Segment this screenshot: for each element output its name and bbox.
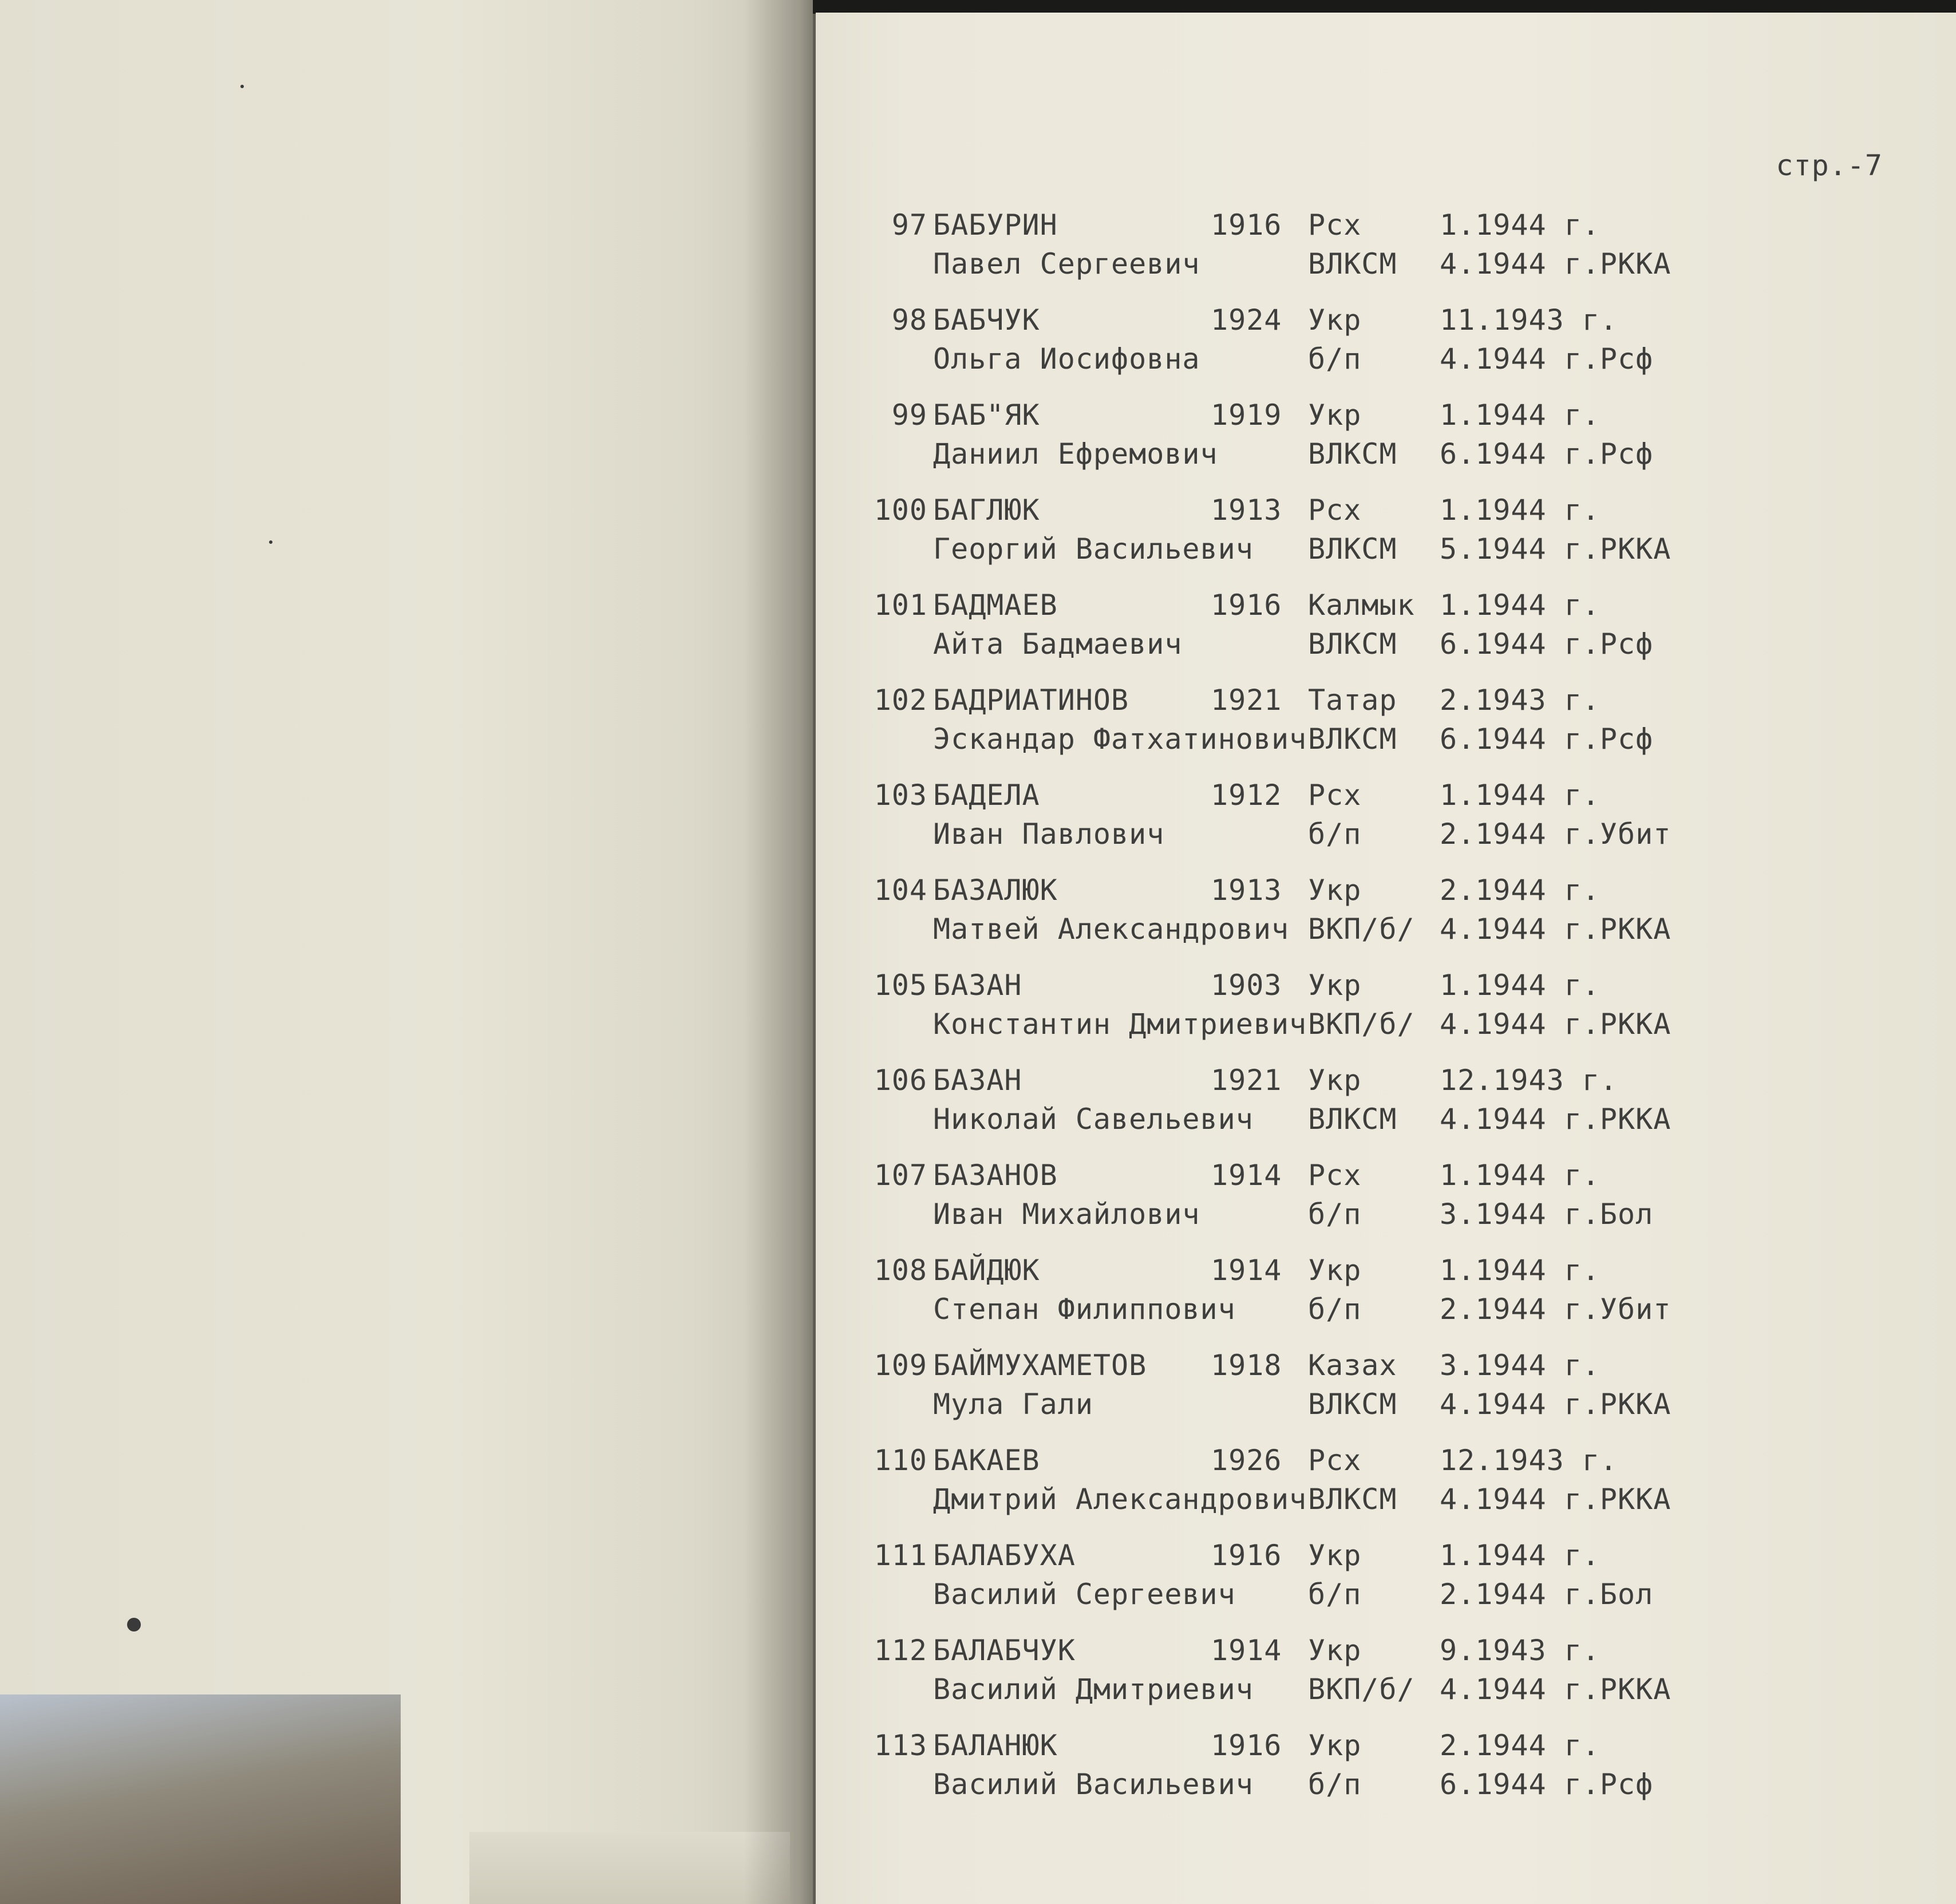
entry-surname: БАЛАНЮК	[933, 1729, 1058, 1762]
entry-given-names: Георгий Васильевич	[933, 532, 1254, 566]
entry-birth-year: 1919	[1211, 398, 1282, 432]
entry-birth-year: 1918	[1211, 1349, 1282, 1382]
entry-surname: БАЙДЮК	[933, 1254, 1040, 1287]
entry-nationality: Калмык	[1308, 588, 1415, 622]
entry-number: 106	[874, 1064, 927, 1097]
entry-number: 110	[874, 1444, 927, 1477]
entry-party: ВЛКСМ	[1308, 437, 1397, 471]
register-entry	[816, 1729, 1956, 1820]
entry-birth-year: 1921	[1211, 1064, 1282, 1097]
entry-party: ВЛКСМ	[1308, 1388, 1397, 1421]
register-entry	[816, 1539, 1956, 1630]
entry-number: 105	[874, 969, 927, 1002]
entry-nationality: Казах	[1308, 1349, 1397, 1382]
entry-surname: БАЗАНОВ	[933, 1159, 1058, 1192]
entry-surname: БАДЕЛА	[933, 779, 1040, 812]
entry-surname: БАГЛЮК	[933, 493, 1040, 527]
register-entry	[816, 208, 1956, 300]
entry-party: б/п	[1308, 1293, 1362, 1326]
register-entry	[816, 1064, 1956, 1155]
entry-birth-year: 1916	[1211, 1539, 1282, 1572]
entry-number: 98	[891, 303, 927, 337]
entry-party: б/п	[1308, 1768, 1362, 1801]
entry-number: 113	[874, 1729, 927, 1762]
entry-nationality: Укр	[1308, 874, 1362, 907]
entry-given-names: Матвей Александрович	[933, 913, 1290, 946]
entry-given-names: Василий Васильевич	[933, 1768, 1254, 1801]
entry-party: ВЛКСМ	[1308, 627, 1397, 661]
entry-date-to: 4.1944 г.РККА	[1440, 1008, 1672, 1041]
typed-register-page	[816, 13, 1956, 1904]
entry-given-names: Мула Гали	[933, 1388, 1093, 1421]
entry-date-from: 1.1944 г.	[1440, 1254, 1600, 1287]
entry-birth-year: 1924	[1211, 303, 1282, 337]
entry-party: б/п	[1308, 342, 1362, 376]
entry-given-names: Иван Михайлович	[933, 1198, 1200, 1231]
entry-nationality: Укр	[1308, 1729, 1362, 1762]
entry-party: б/п	[1308, 1578, 1362, 1611]
register-entry	[816, 1349, 1956, 1440]
register-entry	[816, 969, 1956, 1060]
entry-date-from: 9.1943 г.	[1440, 1634, 1600, 1667]
entry-surname: БАДМАЕВ	[933, 588, 1058, 622]
entry-number: 101	[874, 588, 927, 622]
entry-nationality: Рсх	[1308, 779, 1362, 812]
entry-given-names: Павел Сергеевич	[933, 247, 1200, 281]
entry-surname: БАЙМУХАМЕТОВ	[933, 1349, 1147, 1382]
entry-date-to: 6.1944 г.Рсф	[1440, 627, 1654, 661]
entry-surname: БАКАЕВ	[933, 1444, 1040, 1477]
book-edge-shadow	[0, 1694, 401, 1904]
entry-nationality: Рсх	[1308, 208, 1362, 242]
entry-number: 112	[874, 1634, 927, 1667]
ink-speck	[240, 85, 244, 88]
entry-birth-year: 1914	[1211, 1634, 1282, 1667]
entry-nationality: Татар	[1308, 684, 1397, 717]
entry-given-names: Эскандар Фатхатинович	[933, 722, 1307, 756]
entry-surname: БАЗАН	[933, 1064, 1022, 1097]
entry-number: 102	[874, 684, 927, 717]
entry-nationality: Укр	[1308, 1064, 1362, 1097]
entry-party: б/п	[1308, 817, 1362, 851]
entry-birth-year: 1913	[1211, 493, 1282, 527]
entry-date-to: 6.1944 г.Рсф	[1440, 437, 1654, 471]
entry-number: 103	[874, 779, 927, 812]
background-strip	[813, 0, 1956, 14]
entry-nationality: Укр	[1308, 1254, 1362, 1287]
entry-date-from: 2.1944 г.	[1440, 874, 1600, 907]
book-spine-gutter	[744, 0, 824, 1904]
entry-date-from: 1.1944 г.	[1440, 588, 1600, 622]
entry-given-names: Даниил Ефремович	[933, 437, 1218, 471]
entry-number: 109	[874, 1349, 927, 1382]
ink-speck	[269, 540, 272, 544]
entry-given-names: Айта Бадмаевич	[933, 627, 1183, 661]
ink-speck	[127, 1618, 141, 1632]
entry-date-to: 4.1944 г.РККА	[1440, 1483, 1672, 1516]
entry-date-to: 4.1944 г.РККА	[1440, 247, 1672, 281]
page-stack-edge	[469, 1832, 790, 1904]
entry-birth-year: 1926	[1211, 1444, 1282, 1477]
entry-party: ВЛКСМ	[1308, 1103, 1397, 1136]
entry-number: 107	[874, 1159, 927, 1192]
entry-date-to: 2.1944 г.Убит	[1440, 1293, 1672, 1326]
entry-birth-year: 1916	[1211, 208, 1282, 242]
entry-date-from: 1.1944 г.	[1440, 969, 1600, 1002]
entry-date-to: 4.1944 г.РККА	[1440, 1388, 1672, 1421]
entry-date-to: 2.1944 г.Убит	[1440, 817, 1672, 851]
register-entry	[816, 779, 1956, 870]
entry-date-from: 12.1943 г.	[1440, 1444, 1618, 1477]
entry-surname: БАЗАН	[933, 969, 1022, 1002]
entry-number: 104	[874, 874, 927, 907]
entry-birth-year: 1921	[1211, 684, 1282, 717]
entry-nationality: Укр	[1308, 1539, 1362, 1572]
register-entry	[816, 303, 1956, 395]
register-entry	[816, 1444, 1956, 1535]
entry-given-names: Василий Сергеевич	[933, 1578, 1236, 1611]
entry-nationality: Укр	[1308, 1634, 1362, 1667]
entry-party: ВКП/б/	[1308, 1008, 1415, 1041]
entry-date-from: 11.1943 г.	[1440, 303, 1618, 337]
entry-date-from: 3.1944 г.	[1440, 1349, 1600, 1382]
entry-surname: БАБ"ЯК	[933, 398, 1040, 432]
entry-date-from: 1.1944 г.	[1440, 1539, 1600, 1572]
entry-birth-year: 1916	[1211, 588, 1282, 622]
entry-party: б/п	[1308, 1198, 1362, 1231]
entry-date-to: 4.1944 г.РККА	[1440, 913, 1672, 946]
entry-date-to: 4.1944 г.РККА	[1440, 1673, 1672, 1706]
register-entry	[816, 684, 1956, 775]
entry-number: 100	[874, 493, 927, 527]
entry-party: ВКП/б/	[1308, 913, 1415, 946]
entry-birth-year: 1913	[1211, 874, 1282, 907]
entry-date-to: 6.1944 г.Рсф	[1440, 1768, 1654, 1801]
entry-date-from: 1.1944 г.	[1440, 208, 1600, 242]
entry-date-to: 4.1944 г.РККА	[1440, 1103, 1672, 1136]
register-entry	[816, 1634, 1956, 1725]
entry-party: ВЛКСМ	[1308, 1483, 1397, 1516]
entry-birth-year: 1914	[1211, 1254, 1282, 1287]
entry-nationality: Укр	[1308, 969, 1362, 1002]
entry-date-to: 4.1944 г.Рсф	[1440, 342, 1654, 376]
entry-number: 111	[874, 1539, 927, 1572]
entry-date-from: 1.1944 г.	[1440, 1159, 1600, 1192]
entry-number: 108	[874, 1254, 927, 1287]
entry-given-names: Василий Дмитриевич	[933, 1673, 1254, 1706]
entry-birth-year: 1903	[1211, 969, 1282, 1002]
entry-date-from: 2.1943 г.	[1440, 684, 1600, 717]
left-page	[0, 0, 813, 1904]
entry-date-to: 3.1944 г.Бол	[1440, 1198, 1654, 1231]
register-entry	[816, 588, 1956, 680]
entry-birth-year: 1916	[1211, 1729, 1282, 1762]
entry-party: ВКП/б/	[1308, 1673, 1415, 1706]
entry-nationality: Рсх	[1308, 1159, 1362, 1192]
entry-date-to: 6.1944 г.Рсф	[1440, 722, 1654, 756]
entry-date-from: 2.1944 г.	[1440, 1729, 1600, 1762]
entry-date-from: 1.1944 г.	[1440, 779, 1600, 812]
entry-surname: БАЛАБЧУК	[933, 1634, 1076, 1667]
entry-given-names: Ольга Иосифовна	[933, 342, 1200, 376]
entry-nationality: Укр	[1308, 303, 1362, 337]
entry-number: 97	[891, 208, 927, 242]
entry-given-names: Константин Дмитриевич	[933, 1008, 1307, 1041]
entry-given-names: Степан Филиппович	[933, 1293, 1236, 1326]
register-entry	[816, 874, 1956, 965]
entry-given-names: Иван Павлович	[933, 817, 1165, 851]
register-entry	[816, 1159, 1956, 1250]
entry-nationality: Укр	[1308, 398, 1362, 432]
entry-date-from: 1.1944 г.	[1440, 398, 1600, 432]
page-number: стр.-7	[1776, 149, 1883, 182]
entry-surname: БАДРИАТИНОВ	[933, 684, 1129, 717]
entry-surname: БАЛАБУХА	[933, 1539, 1076, 1572]
entry-party: ВЛКСМ	[1308, 722, 1397, 756]
entry-given-names: Дмитрий Александрович	[933, 1483, 1307, 1516]
entry-birth-year: 1914	[1211, 1159, 1282, 1192]
entry-given-names: Николай Савельевич	[933, 1103, 1254, 1136]
entry-surname: БАБУРИН	[933, 208, 1058, 242]
entry-birth-year: 1912	[1211, 779, 1282, 812]
entry-date-from: 12.1943 г.	[1440, 1064, 1618, 1097]
register-entry	[816, 398, 1956, 490]
entry-surname: БАЗАЛЮК	[933, 874, 1058, 907]
entry-number: 99	[891, 398, 927, 432]
entry-date-to: 5.1944 г.РККА	[1440, 532, 1672, 566]
register-entry	[816, 1254, 1956, 1345]
entry-date-from: 1.1944 г.	[1440, 493, 1600, 527]
register-entry	[816, 493, 1956, 585]
entry-party: ВЛКСМ	[1308, 247, 1397, 281]
entry-surname: БАБЧУК	[933, 303, 1040, 337]
entry-party: ВЛКСМ	[1308, 532, 1397, 566]
entry-date-to: 2.1944 г.Бол	[1440, 1578, 1654, 1611]
entry-nationality: Рсх	[1308, 493, 1362, 527]
entry-nationality: Рсх	[1308, 1444, 1362, 1477]
